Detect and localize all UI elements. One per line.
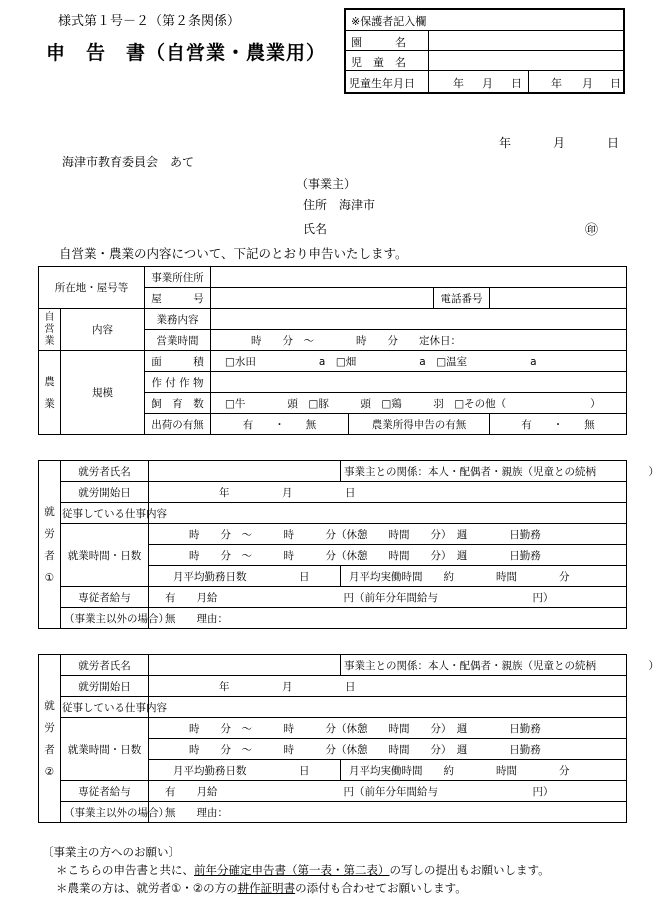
owner-name-label: 氏名 bbox=[303, 222, 328, 236]
phone-label: 電話番号 bbox=[434, 288, 490, 309]
note-line-2 bbox=[42, 879, 550, 897]
worker-name-field[interactable] bbox=[149, 655, 341, 676]
office-address-field[interactable] bbox=[211, 267, 627, 288]
monthly-hours-field[interactable]: 月平均実働時間 約 時間 分 bbox=[341, 760, 627, 781]
worker-name-label: 就労者氏名 bbox=[61, 461, 149, 482]
work-hours-label: 就業時間・日数 bbox=[61, 524, 149, 587]
relation-field[interactable]: 事業主との関係：本人・配偶者・親族（児童との続柄 ） bbox=[341, 655, 627, 676]
dob-unit: 日 bbox=[511, 77, 522, 90]
area-label: 面 積 bbox=[145, 351, 211, 372]
salary-yes-field[interactable]: 有 月給 円（前年分年間給与 円） bbox=[149, 781, 627, 802]
note-line-1 bbox=[42, 861, 550, 879]
seal-icon: ㊞ bbox=[585, 223, 599, 238]
work-hours-row[interactable]: 時 分 ～ 時 分（休憩 時間 分） 週 日勤務 bbox=[149, 718, 627, 739]
dob-unit: 年 bbox=[551, 77, 562, 90]
work-hours-row[interactable]: 時 分 ～ 時 分（休憩 時間 分） 週 日勤務 bbox=[149, 545, 627, 566]
owner-address-label: 住所 海津市 bbox=[303, 198, 376, 212]
job-content-field[interactable] bbox=[149, 503, 627, 524]
livestock-label: 飼 育 数 bbox=[145, 393, 211, 414]
owner-label: （事業主） bbox=[296, 177, 357, 191]
salary-note: （事業主以外の場合） bbox=[61, 608, 149, 629]
note-1-post: の写しの提出もお願いします。 bbox=[389, 863, 550, 877]
content-label: 内容 bbox=[61, 309, 145, 351]
note-1-underlined: 前年分確定申告書（第一表・第二表） bbox=[194, 863, 390, 877]
intro-text: 自営業・農業の内容について、下記のとおり申告いたします。 bbox=[59, 246, 408, 261]
monthly-days-field[interactable]: 月平均勤務日数 日 bbox=[149, 760, 341, 781]
work-hours-row[interactable]: 時 分 ～ 時 分（休憩 時間 分） 週 日勤務 bbox=[149, 739, 627, 760]
salary-label: 専従者給与 bbox=[61, 781, 149, 802]
tax-declaration-field[interactable]: 有 ・ 無 bbox=[490, 414, 627, 435]
monthly-days-field[interactable]: 月平均勤務日数 日 bbox=[149, 566, 341, 587]
business-table bbox=[38, 266, 627, 435]
notes bbox=[42, 843, 550, 897]
worker-2-section-label: 就労者② bbox=[39, 655, 61, 823]
salary-yes-field[interactable]: 有 月給 円（前年分年間給与 円） bbox=[149, 587, 627, 608]
dob-unit: 月 bbox=[582, 77, 593, 90]
job-content-label: 従事している仕事内容 bbox=[61, 697, 149, 718]
salary-no-field[interactable]: 無 理由： bbox=[149, 802, 627, 823]
guardian-box bbox=[344, 8, 625, 94]
dob-unit: 月 bbox=[482, 77, 493, 90]
salary-label: 専従者給与 bbox=[61, 587, 149, 608]
work-hours-label: 就業時間・日数 bbox=[61, 718, 149, 781]
trade-name-field[interactable] bbox=[211, 288, 434, 309]
job-content-label: 従事している仕事内容 bbox=[61, 503, 149, 524]
shipment-label: 出荷の有無 bbox=[145, 414, 211, 435]
crops-field[interactable] bbox=[211, 372, 627, 393]
farming-label: 農業 bbox=[39, 351, 61, 435]
start-date-label: 就労開始日 bbox=[61, 482, 149, 503]
date-day-unit: 日 bbox=[607, 136, 620, 150]
shipment-field[interactable]: 有 ・ 無 bbox=[211, 414, 349, 435]
crops-label: 作 付 作 物 bbox=[145, 372, 211, 393]
livestock-field[interactable]: □牛 頭 □豚 頭 □鶏 羽 □その他（ ） bbox=[211, 393, 627, 414]
business-hours-label: 営業時間 bbox=[145, 330, 211, 351]
worker-name-label: 就労者氏名 bbox=[61, 655, 149, 676]
phone-field[interactable] bbox=[490, 288, 627, 309]
worker-2-table bbox=[38, 654, 659, 823]
child-name-label: 児 童 名 bbox=[351, 56, 406, 69]
child-name-field[interactable] bbox=[434, 52, 620, 68]
business-hours-field[interactable]: 時 分 ～ 時 分 定休日： bbox=[211, 330, 627, 351]
dob-unit: 日 bbox=[610, 77, 621, 90]
page-title: 申 告 書（自営業・農業用） bbox=[46, 42, 327, 64]
tax-declaration-label: 農業所得申告の有無 bbox=[349, 414, 490, 435]
child-dob-label: 児童生年月日 bbox=[349, 77, 415, 90]
job-content-field[interactable] bbox=[149, 697, 627, 718]
note-2-pre: ＊農業の方は、就労者①・②の方の bbox=[56, 881, 238, 895]
dob-unit: 年 bbox=[453, 77, 464, 90]
start-date-label: 就労開始日 bbox=[61, 676, 149, 697]
area-field[interactable]: □水田 a □畑 a □温室 a bbox=[211, 351, 627, 372]
salary-no-field[interactable]: 無 理由： bbox=[149, 608, 627, 629]
worker-name-field[interactable] bbox=[149, 461, 341, 482]
form-id: 様式第１号－２（第２条関係） bbox=[58, 14, 241, 29]
note-2-post: の添付も合わせてお願いします。 bbox=[295, 881, 467, 895]
worker-1-section-label: 就労者① bbox=[39, 461, 61, 629]
salary-note: （事業主以外の場合） bbox=[61, 802, 149, 823]
date-year-unit: 年 bbox=[499, 136, 512, 150]
notes-heading: 〔事業主の方へのお願い〕 bbox=[42, 845, 180, 859]
trade-name-label: 屋 号 bbox=[145, 288, 211, 309]
monthly-hours-field[interactable]: 月平均実働時間 約 時間 分 bbox=[341, 566, 627, 587]
date-month-unit: 月 bbox=[553, 136, 566, 150]
work-hours-row[interactable]: 時 分 ～ 時 分（休憩 時間 分） 週 日勤務 bbox=[149, 524, 627, 545]
business-content-field[interactable] bbox=[211, 309, 627, 330]
business-content-label: 業務内容 bbox=[145, 309, 211, 330]
note-1-pre: ＊こちらの申告書と共に、 bbox=[56, 863, 194, 877]
start-date-field[interactable]: 年 月 日 bbox=[149, 482, 627, 503]
location-label: 所在地・屋号等 bbox=[39, 267, 145, 309]
office-address-label: 事業所住所 bbox=[145, 267, 211, 288]
guardian-box-heading: ※保護者記入欄 bbox=[351, 15, 427, 28]
addressee: 海津市教育委員会 あて bbox=[62, 155, 195, 169]
relation-field[interactable]: 事業主との関係：本人・配偶者・親族（児童との続柄 ） bbox=[341, 461, 627, 482]
worker-1-table bbox=[38, 460, 659, 629]
start-date-field[interactable]: 年 月 日 bbox=[149, 676, 627, 697]
self-employed-label: 自営業 bbox=[39, 309, 61, 351]
note-2-underlined: 耕作証明書 bbox=[237, 881, 296, 895]
scale-label: 規模 bbox=[61, 351, 145, 435]
nursery-field[interactable] bbox=[434, 32, 620, 48]
nursery-label: 園 名 bbox=[351, 36, 406, 49]
